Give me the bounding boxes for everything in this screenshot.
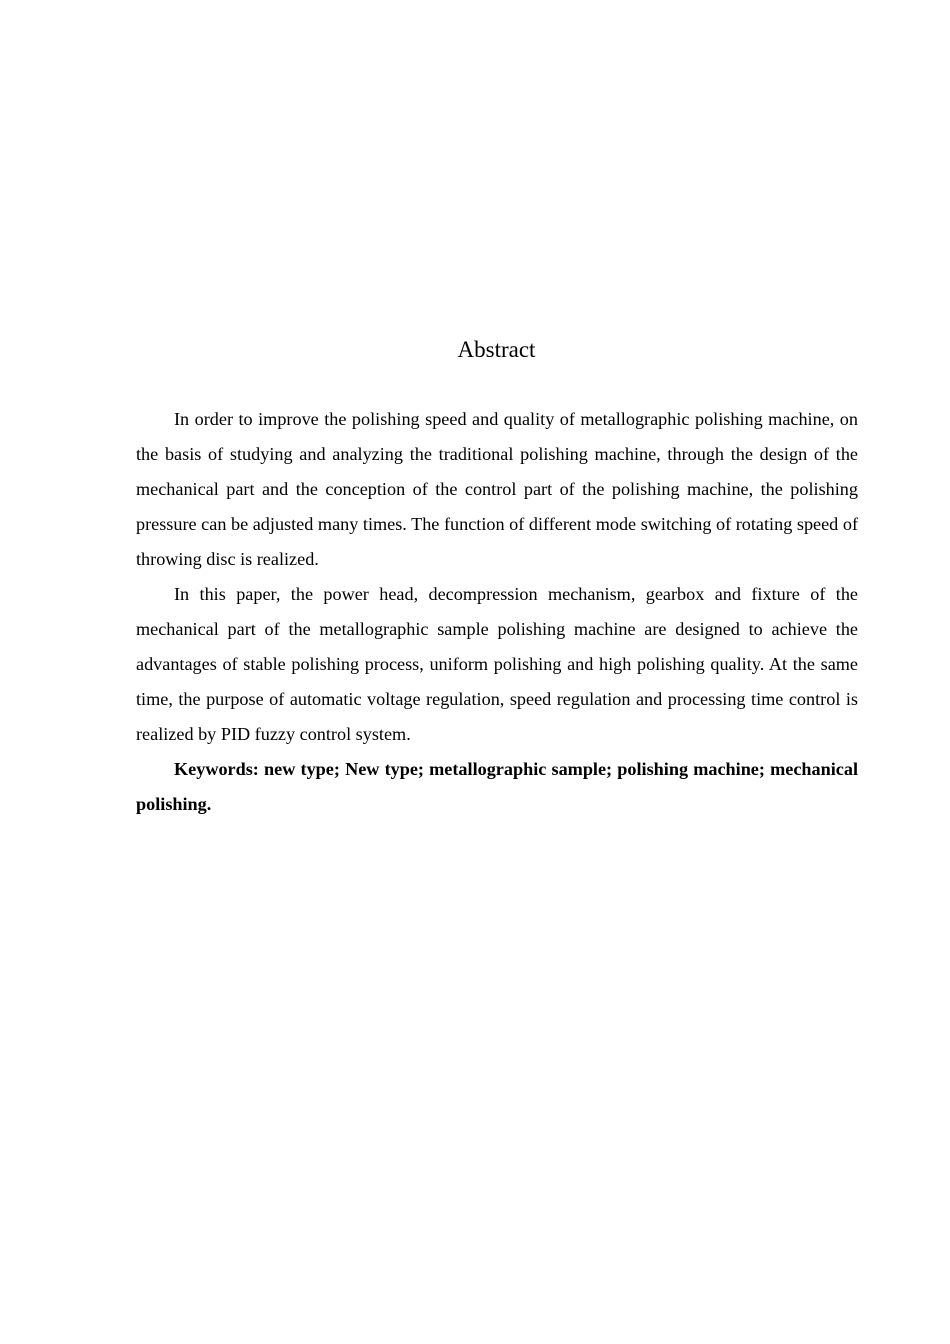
abstract-paragraph-2: In this paper, the power head, decompression mechanism, gearbox and fixture of the mechanical part of the metallographic sample polishing machine are designed to achieve the advantages of stable polishing process, uniform polishing and high polishing quality. At the same time, the purpose of automatic voltage regulation, speed regulation and processing time control is realized by PID fuzzy control system. [136,584,858,744]
abstract-paragraph-1: In order to improve the polishing speed and quality of metallographic polishing machine, on the basis of studying and analyzing the traditional polishing machine, through the design of the mechanical part and the conception of the control part of the polishing machine, the polishing pressure can be adjusted many times. The function of different mode switching of rotating speed of throwing disc is realized. [136,409,858,569]
abstract-title: Abstract [457,337,536,362]
abstract-body [136,402,858,822]
keywords-paragraph: Keywords: new type; New type; metallographic sample; polishing machine; mechanical polishing. [136,759,858,814]
